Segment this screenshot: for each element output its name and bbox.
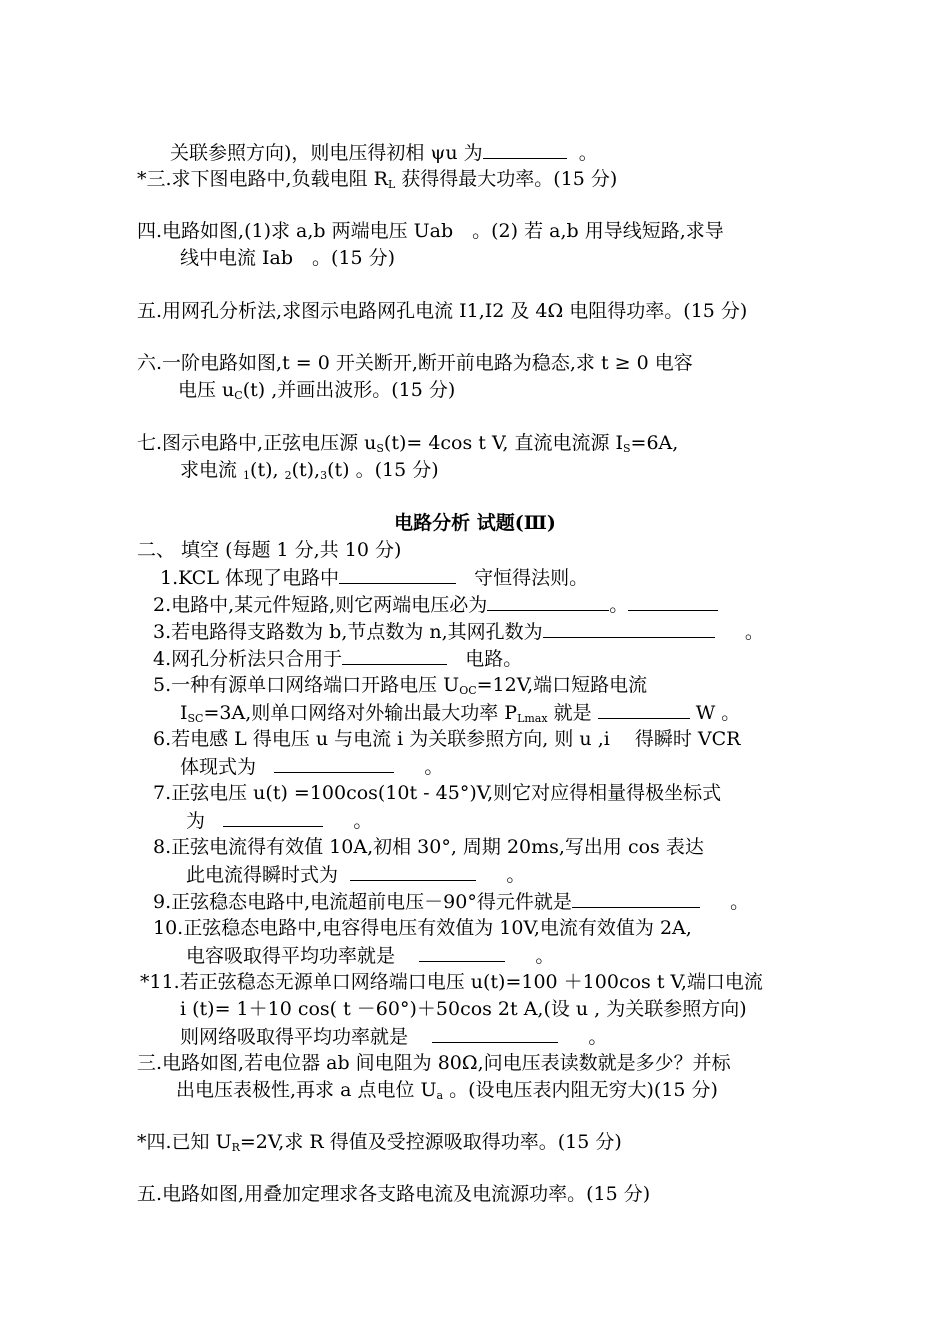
prev-q6-b-end: (t) ,并画出波形。(15 分) <box>242 379 456 401</box>
subscript: C <box>234 389 243 402</box>
prev-q6-b-text: 电压 u <box>178 379 235 401</box>
subscript: Lmax <box>517 712 548 725</box>
prev-q6-a: 六.一阶电路如图,t = 0 开关断开,断开前电路为稳态,求 t ≥ 0 电容 <box>137 352 693 374</box>
blank <box>487 592 609 611</box>
fill-item-2-text: 2.电路中,某元件短路,则它两端电压必为 <box>153 594 488 616</box>
fill-item-5-text: 5.一种有源单口网络端口开路电压 U <box>153 674 460 696</box>
prev-q4-b: 线中电流 Iab 。(15 分) <box>180 247 396 269</box>
prev-q7-a <box>137 431 678 461</box>
blank <box>350 862 476 881</box>
question-4 <box>137 1130 622 1160</box>
fill-item-5b-end: W 。 <box>695 702 741 724</box>
prev-line-1 <box>170 140 598 165</box>
question-3b-text: 出电压表极性,再求 a 点电位 U <box>176 1079 437 1101</box>
fill-item-7-a: 7.正弦电压 u(t) =100cos(10t - 45°)V,则它对应得相量得极坐标式 <box>153 782 722 804</box>
blank <box>598 700 690 719</box>
fill-item-4 <box>153 646 522 671</box>
fill-item-9-text: 9.正弦稳态电路中,电流超前电压－90°得元件就是 <box>153 891 572 913</box>
fill-item-10b-end: 。 <box>535 945 555 967</box>
fill-item-5-text-end: =12V,端口短路电流 <box>476 674 648 696</box>
prev-q7-b-text: (t), <box>291 459 321 481</box>
exam-title: 电路分析 试题(Ⅲ) <box>394 512 556 534</box>
subscript: SC <box>187 712 204 725</box>
blank <box>342 646 447 665</box>
fill-item-10-b <box>186 943 554 968</box>
prev-q5: 五.用网孔分析法,求图示电路网孔电流 I1,I2 及 4Ω 电阻得功率。(15 分) <box>137 300 748 322</box>
fill-item-11-c <box>180 1024 607 1049</box>
fill-item-11c-end: 。 <box>588 1026 608 1048</box>
prev-q7-b-text: (t) 。(15 分) <box>327 459 439 481</box>
blank <box>223 808 323 827</box>
fill-item-1-end: 守恒得法则。 <box>474 567 589 589</box>
fill-item-8b-text: 此电流得瞬时式为 <box>186 864 339 886</box>
subscript: R <box>231 1141 240 1154</box>
fill-item-5b-mid: =3A,则单口网络对外输出最大功率 P <box>203 702 518 724</box>
question-4-text: *四.已知 U <box>137 1131 232 1153</box>
blank <box>572 889 700 908</box>
blank <box>628 592 718 611</box>
fill-item-5b-mid2: 就是 <box>547 702 592 724</box>
fill-item-7b-text: 为 <box>186 810 206 832</box>
blank <box>274 754 394 773</box>
prev-q4-a: 四.电路如图,(1)求 a,b 两端电压 Uab 。(2) 若 a,b 用导线短路,求导 <box>137 220 724 242</box>
prev-q7-b <box>180 458 439 488</box>
fill-item-2 <box>153 592 718 617</box>
subscript: OC <box>459 684 477 697</box>
fill-item-1-text: 1.KCL 体现了电路中 <box>160 567 340 589</box>
subscript: 2 <box>284 469 292 482</box>
fill-item-4-text: 4.网孔分析法只合用于 <box>153 648 343 670</box>
fill-item-3-text: 3.若电路得支路数为 b,节点数为 n,其网孔数为 <box>153 621 543 643</box>
prev-line-1-end: 。 <box>578 142 598 164</box>
fill-item-11-b: i (t)= 1＋10 cos( t －60°)＋50cos 2t A,(设 u , 为关联参照方向) <box>180 998 747 1020</box>
blank <box>432 1024 558 1043</box>
fill-item-2-mid: 。 <box>609 594 629 616</box>
subscript: 1 <box>243 469 251 482</box>
fill-item-5-a <box>153 673 647 703</box>
prev-q7-a-mid: (t)= 4cos t V, 直流电流源 I <box>383 432 623 454</box>
prev-q7-a-end: =6A, <box>630 432 679 454</box>
prev-q6-b <box>178 378 455 408</box>
question-3-b <box>176 1078 718 1108</box>
prev-line-1-text: 关联参照方向)，则电压得初相 ψu 为 <box>170 142 483 164</box>
fill-item-6-b <box>180 754 443 779</box>
question-5: 五.电路如图,用叠加定理求各支路电流及电流源功率。(15 分) <box>137 1183 651 1205</box>
fill-item-11-a: *11.若正弦稳态无源单口网络端口电压 u(t)=100 ＋100cos t V,端口电流 <box>140 971 763 993</box>
subscript: 3 <box>320 469 328 482</box>
question-3-a: 三.电路如图,若电位器 ab 间电阻为 80Ω,问电压表读数就是多少？并标 <box>137 1052 731 1074</box>
fill-item-10-a: 10.正弦稳态电路中,电容得电压有效值为 10V,电流有效值为 2A, <box>153 917 692 939</box>
fill-item-9-end: 。 <box>730 891 750 913</box>
fill-item-6b-end: 。 <box>424 756 444 778</box>
question-3b-end: 。(设电压表内阻无穷大)(15 分) <box>443 1079 718 1101</box>
fill-item-6b-text: 体现式为 <box>180 756 257 778</box>
prev-q3-text-end: 获得得最大功率。(15 分) <box>395 168 618 190</box>
prev-q7-b-text: (t), <box>250 459 285 481</box>
fill-item-1 <box>160 565 588 590</box>
fill-item-10b-text: 电容吸取得平均功率就是 <box>186 945 396 967</box>
part2-heading: 二、 填空 (每题 1 分,共 10 分) <box>137 539 402 561</box>
prev-q3 <box>137 167 617 197</box>
prev-q7-a-text: 七.图示电路中,正弦电压源 u <box>137 432 377 454</box>
fill-item-9 <box>153 889 749 914</box>
fill-item-6-a: 6.若电感 L 得电压 u 与电流 i 为关联参照方向, 则 u ,i 得瞬时 VCR <box>153 728 741 750</box>
subscript: L <box>387 178 396 191</box>
fill-item-5b-text: I <box>180 702 188 724</box>
fill-item-8-b <box>186 862 525 887</box>
fill-item-8-a: 8.正弦电流得有效值 10A,初相 30°, 周期 20ms,写出用 cos 表达 <box>153 836 704 858</box>
fill-item-7-b <box>186 808 372 833</box>
fill-item-3 <box>153 619 764 644</box>
prev-q7-b-text: 求电流 <box>180 459 244 481</box>
fill-item-3-end: 。 <box>744 621 764 643</box>
subscript: a <box>436 1089 444 1102</box>
question-4-end: =2V,求 R 得值及受控源吸取得功率。(15 分) <box>239 1131 622 1153</box>
subscript: S <box>622 442 631 455</box>
prev-q3-text: *三.求下图电路中,负载电阻 R <box>137 168 388 190</box>
fill-item-4-end: 电路。 <box>465 648 523 670</box>
blank <box>339 565 456 584</box>
subscript: S <box>376 442 384 455</box>
blank <box>543 619 715 638</box>
fill-item-8b-end: 。 <box>506 864 526 886</box>
fill-item-7b-end: 。 <box>353 810 373 832</box>
blank <box>419 943 505 962</box>
blank <box>483 140 567 159</box>
fill-item-11c-text: 则网络吸取得平均功率就是 <box>180 1026 409 1048</box>
